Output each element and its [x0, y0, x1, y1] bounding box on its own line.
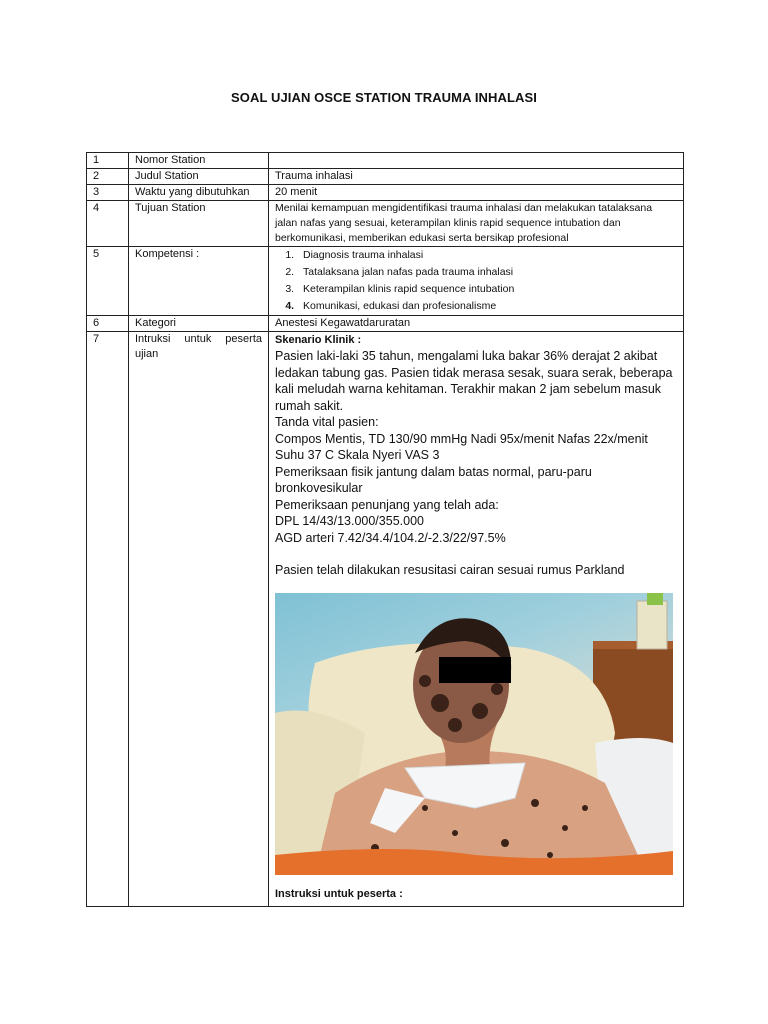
scenario-text: Pemeriksaan penunjang yang telah ada: [275, 497, 499, 512]
row-number: 6 [87, 316, 129, 332]
row-label-line1: Intruksi untuk peserta [135, 333, 262, 345]
scenario-text: DPL 14/43/13.000/355.000 [275, 514, 424, 528]
competency-list-cell [269, 247, 684, 316]
page-title: SOAL UJIAN OSCE STATION TRAUMA INHALASI [230, 90, 538, 105]
scenario-body [275, 348, 677, 579]
row-number: 5 [87, 247, 129, 316]
patient-photo [275, 593, 673, 875]
table-row [87, 247, 684, 316]
row-label: Judul Station [129, 169, 269, 185]
scenario-text: Compos Mentis, TD 130/90 mmHg Nadi 95x/menit Nafas 22x/menit Suhu 37 C Skala Nyeri VAS 3 [275, 431, 648, 462]
row-number: 4 [87, 201, 129, 247]
list-item: 3. Keterampilan klinis rapid sequence intubation [297, 281, 677, 298]
row-value: 20 menit [269, 185, 684, 201]
row-number: 7 [87, 332, 129, 907]
row-value: Anestesi Kegawatdaruratan [269, 316, 684, 332]
table-row [87, 153, 684, 169]
list-item: 1. Diagnosis trauma inhalasi [297, 247, 677, 264]
row-label: Tujuan Station [129, 201, 269, 247]
row-number: 3 [87, 185, 129, 201]
list-item: 4. Komunikasi, edukasi dan profesionalisme [297, 298, 677, 315]
row-number: 2 [87, 169, 129, 185]
row-label-line2: ujian [135, 348, 159, 360]
osce-station-table [86, 152, 684, 907]
list-item: 2. Tatalaksana jalan nafas pada trauma inhalasi [297, 264, 677, 281]
table-row [87, 169, 684, 185]
table-row [87, 185, 684, 201]
row-value: Menilai kemampuan mengidentifikasi trauma inhalasi dan melakukan tatalaksana jalan nafas yang sesuai, keterampilan klinis rapid sequence intubation dan berkomunikasi, memberikan edukasi serta bersikap profesional [269, 201, 684, 247]
competency-list [275, 247, 677, 315]
scenario-text: Tanda vital pasien: [275, 415, 379, 429]
table-row [87, 332, 684, 907]
row-label: Kompetensi : [129, 247, 269, 316]
instructions-heading: Instruksi untuk peserta : [275, 887, 403, 900]
scenario-heading: Skenario Klinik : [275, 334, 362, 346]
table-row [87, 316, 684, 332]
scenario-text: AGD arteri 7.42/34.4/104.2/-2.3/22/97.5% [275, 530, 506, 545]
scenario-text: Pasien laki-laki 35 tahun, mengalami luka bakar 36% derajat 2 akibat ledakan tabung gas. Pasien tidak merasa sesak, suara serak, beberapa kali meludah warna kehitaman. Terakhir makan 2 jam sebelum masuk rumah sakit. [275, 349, 673, 413]
row-label: Kategori [129, 316, 269, 332]
scenario-text: Pemeriksaan fisik jantung dalam batas normal, paru-paru bronkovesikular [275, 464, 592, 495]
table-row [87, 201, 684, 247]
row-value: Trauma inhalasi [269, 169, 684, 185]
resuscitation-note: Pasien telah dilakukan resusitasi cairan sesuai rumus Parkland [275, 563, 625, 577]
row-number: 1 [87, 153, 129, 169]
scenario-cell [269, 332, 684, 907]
row-label [129, 332, 269, 907]
row-value [269, 153, 684, 169]
row-label: Nomor Station [129, 153, 269, 169]
row-label: Waktu yang dibutuhkan [129, 185, 269, 201]
